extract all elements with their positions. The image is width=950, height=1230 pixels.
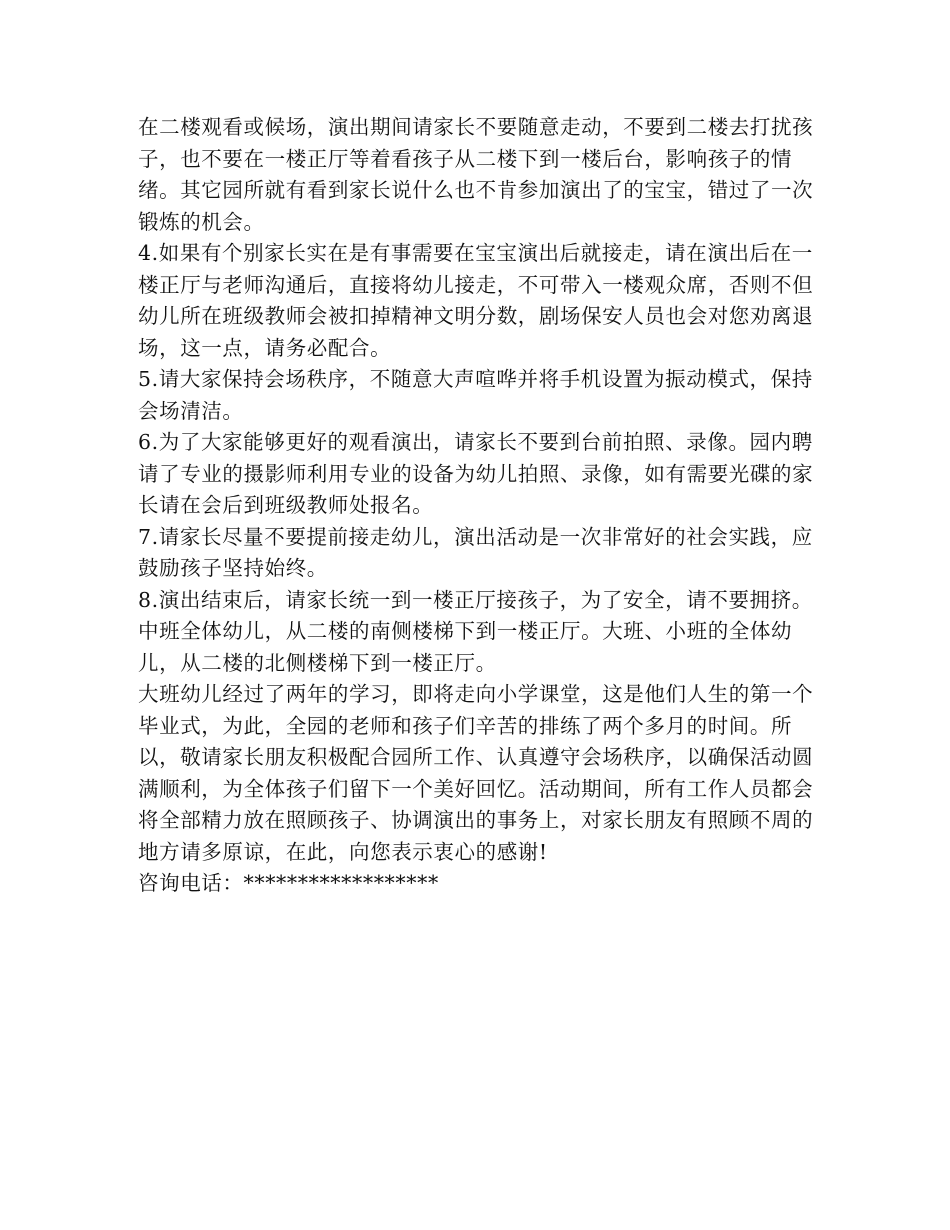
paragraph-item-8: 8.演出结束后，请家长统一到一楼正厅接孩子，为了安全，请不要拥挤。中班全体幼儿，从二楼的南侧楼梯下到一楼正厅。大班、小班的全体幼儿，从二楼的北侧楼梯下到一楼正厅。 bbox=[138, 587, 813, 675]
paragraph-item-5: 5.请大家保持会场秩序，不随意大声喧哗并将手机设置为振动模式，保持会场清洁。 bbox=[138, 367, 813, 423]
paragraph-intro-continued: 在二楼观看或候场，演出期间请家长不要随意走动，不要到二楼去打扰孩子，也不要在一楼正厅等着看孩子从二楼下到一楼后台，影响孩子的情绪。其它园所就有看到家长说什么也不肯参加演出了的宝宝，错过了一次锻炼的机会。 bbox=[138, 115, 814, 234]
contact-phone: 咨询电话：****************** bbox=[138, 871, 439, 895]
paragraph-item-6: 6.为了大家能够更好的观看演出，请家长不要到台前拍照、录像。园内聘请了专业的摄影师利用专业的设备为幼儿拍照、录像，如有需要光碟的家长请在会后到班级教师处报名。 bbox=[138, 430, 814, 517]
document-body bbox=[138, 112, 818, 900]
paragraph-item-7: 7.请家长尽量不要提前接走幼儿，演出活动是一次非常好的社会实践，应鼓励孩子坚持始终。 bbox=[138, 524, 813, 580]
paragraph-item-4: 4.如果有个别家长实在是有事需要在宝宝演出后就接走，请在演出后在一楼正厅与老师沟通后，直接将幼儿接走，不可带入一楼观众席，否则不但幼儿所在班级教师会被扣掉精神文明分数，剧场保安人员也会对您劝离退场，这一点，请务必配合。 bbox=[138, 241, 814, 360]
paragraph-closing: 大班幼儿经过了两年的学习，即将走向小学课堂，这是他们人生的第一个毕业式，为此，全园的老师和孩子们辛苦的排练了两个多月的时间。所以，敬请家长朋友积极配合园所工作、认真遵守会场秩序，以确保活动圆满顺利，为全体孩子们留下一个美好回忆。活动期间，所有工作人员都会将全部精力放在照顾孩子、协调演出的事务上，对家长朋友有照顾不周的地方请多原谅，在此，向您表示衷心的感谢! bbox=[138, 682, 814, 864]
